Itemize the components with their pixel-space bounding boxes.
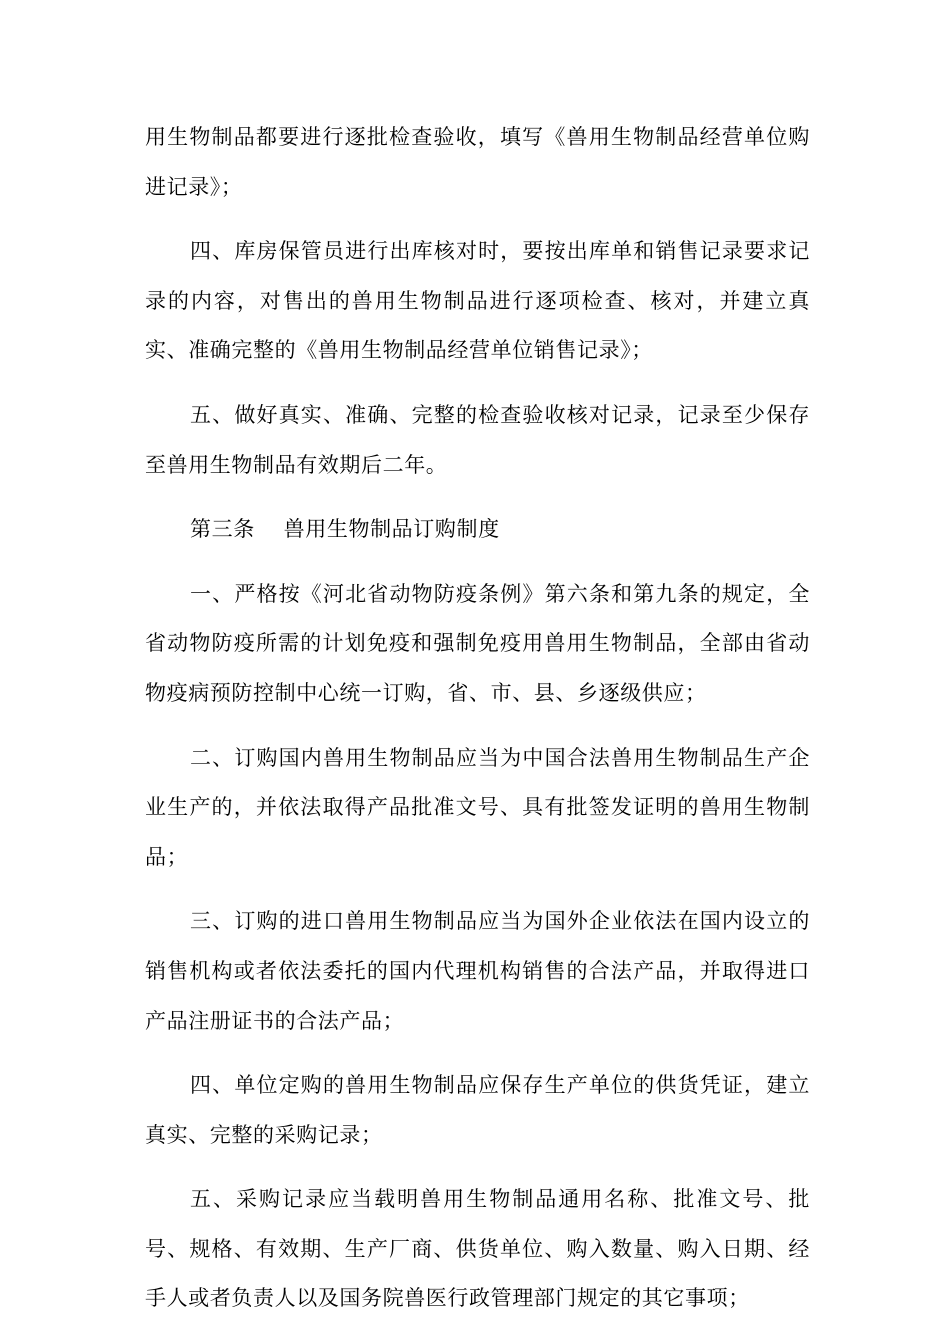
- section-heading-article-3: 第三条 兽用生物制品订购制度: [190, 517, 500, 542]
- paragraph-item-4-purchase-records: 四、单位定购的兽用生物制品应保存生产单位的供货凭证，建立真实、完整的采购记录；: [145, 1073, 810, 1147]
- paragraph-item-4-outbound-check: 四、库房保管员进行出库核对时，要按出库单和销售记录要求记录的内容，对售出的兽用生物制品进行逐项检查、核对，并建立真实、准确完整的《兽用生物制品经营单位销售记录》；: [145, 239, 810, 363]
- document-body: [145, 113, 810, 1339]
- paragraph-item-3-imported: 三、订购的进口兽用生物制品应当为国外企业依法在国内设立的销售机构或者依法委托的国内代理机构销售的合法产品，并取得进口产品注册证书的合法产品；: [145, 909, 810, 1033]
- paragraph-item-5-records: 五、做好真实、准确、完整的检查验收核对记录，记录至少保存至兽用生物制品有效期后二年。: [145, 402, 810, 477]
- paragraph-item-1-ordering: 一、严格按《河北省动物防疫条例》第六条和第九条的规定，全省动物防疫所需的计划免疫和强制免疫用兽用生物制品，全部由省动物疫病预防控制中心统一订购，省、市、县、乡逐级供应；: [145, 581, 810, 705]
- paragraph-continuation: 用生物制品都要进行逐批检查验收，填写《兽用生物制品经营单位购进记录》；: [145, 125, 810, 199]
- paragraph-item-5-record-contents: 五、采购记录应当载明兽用生物制品通用名称、批准文号、批号、规格、有效期、生产厂商、供货单位、购入数量、购入日期、经手人或者负责人以及国务院兽医行政管理部门规定的其它事项；: [145, 1187, 810, 1311]
- paragraph-item-2-domestic: 二、订购国内兽用生物制品应当为中国合法兽用生物制品生产企业生产的，并依法取得产品批准文号、具有批签发证明的兽用生物制品；: [145, 745, 810, 869]
